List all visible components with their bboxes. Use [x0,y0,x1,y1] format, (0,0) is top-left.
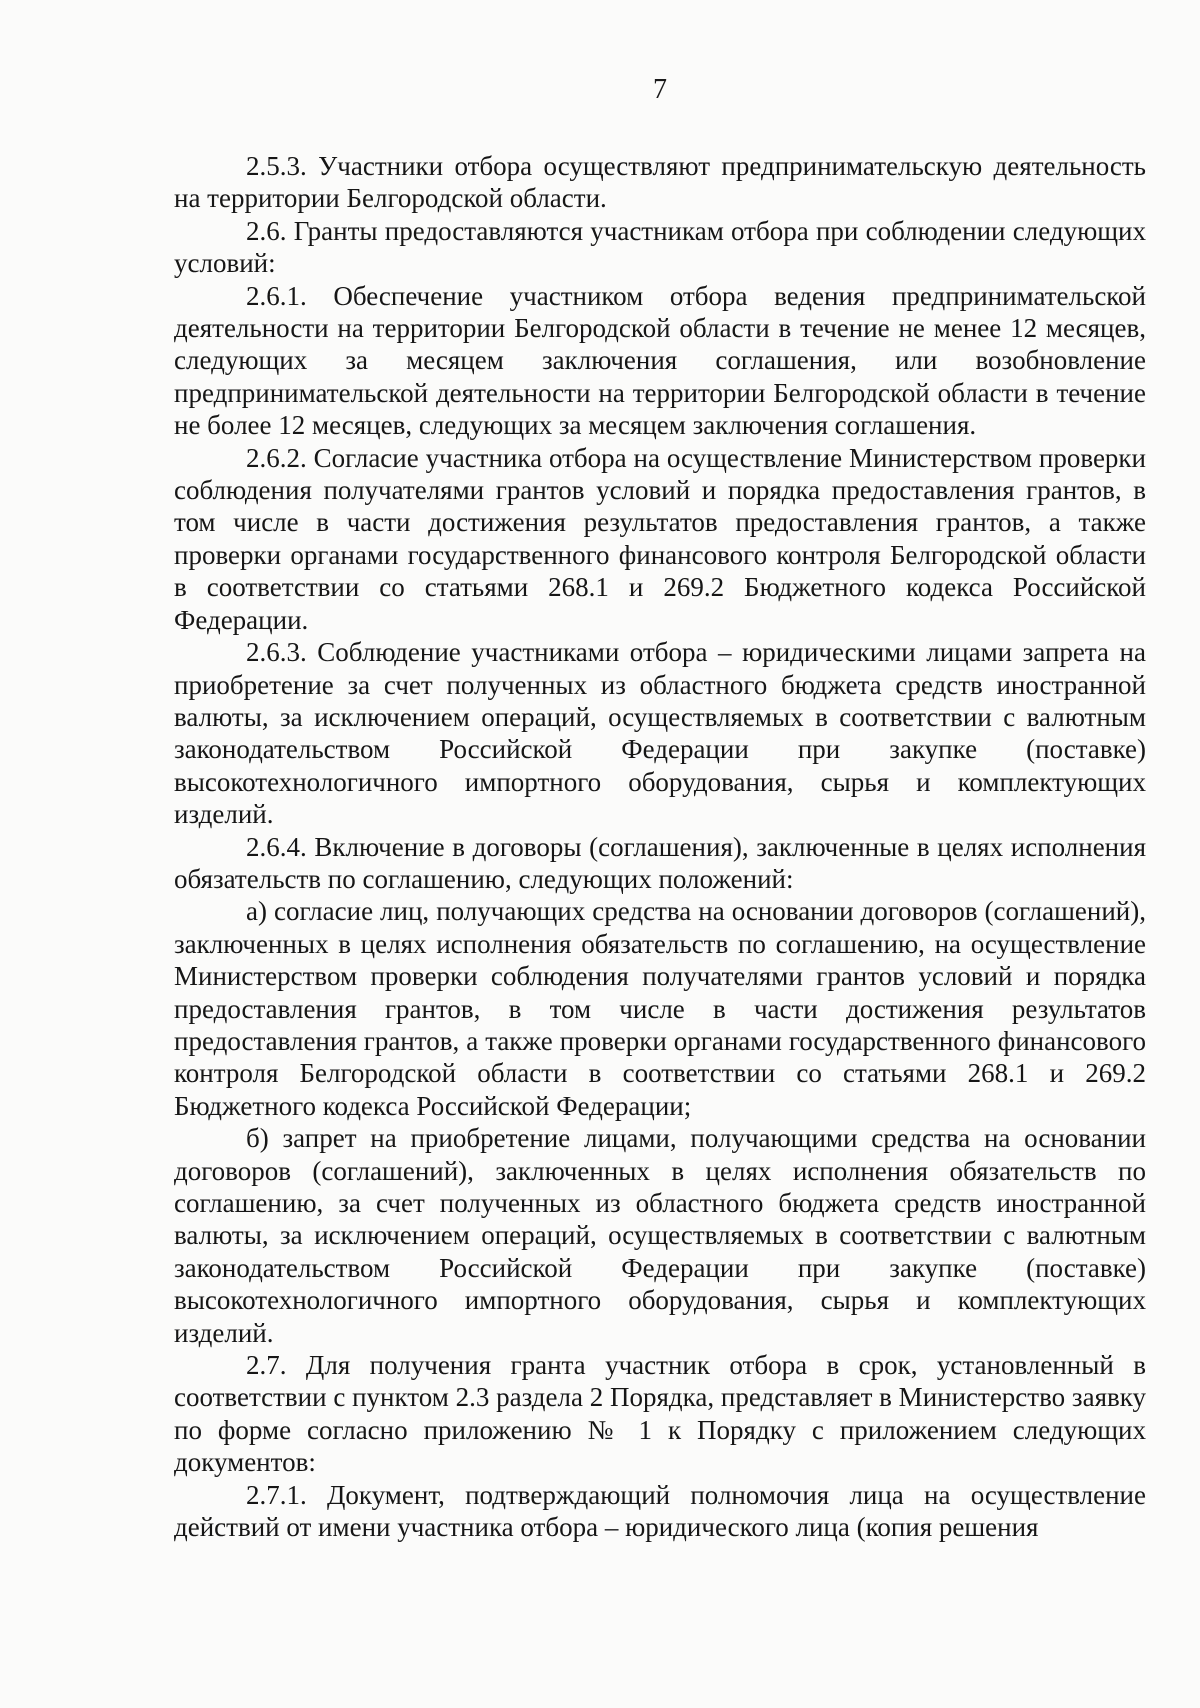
page-number: 7 [653,74,667,105]
paragraph-2-6: 2.6. Гранты предоставляются участникам отбора при соблюдении следующих условий: [174,215,1146,279]
document-body [174,150,1146,1543]
paragraph-2-7-1: 2.7.1. Документ, подтверждающий полномочия лица на осуществление действий от имени участника отбора – юридического лица (копия решения [174,1479,1146,1543]
paragraph-2-6-2: 2.6.2. Согласие участника отбора на осуществление Министерством проверки соблюдения получателями грантов условий и порядка предоставления грантов, в том числе в части достижения результатов предоставления грантов, а также проверки органами государственного финансового контроля Белгородской области в соответствии со статьями 268.1 и 269.2 Бюджетного кодекса Российской Федерации. [174,442,1146,635]
paragraph-2-5-3: 2.5.3. Участники отбора осуществляют предпринимательскую деятельность на территории Белгородской области. [174,151,1146,214]
paragraph-2-6-4-a: а) согласие лиц, получающих средства на основании договоров (соглашений), заключенных в целях исполнения обязательств по соглашению, на осуществление Министерством проверки соблюдения получателями грантов условий и порядка предоставления грантов, в том числе в части достижения результатов предоставления грантов, а также проверки органами государственного финансового контроля Белгородской области в соответствии со статьями 268.1 и 269.2 Бюджетного кодекса Российской Федерации; [174,896,1146,1121]
paragraph-2-6-1: 2.6.1. Обеспечение участником отбора ведения предпринимательской деятельности на территории Белгородской области в течение не менее 12 месяцев, следующих за месяцем заключения соглашения, или возобновление предпринимательской деятельности на территории Белгородской области в течение не более 12 месяцев, следующих за месяцем заключения соглашения. [174,280,1146,441]
paragraph-2-6-4-b: б) запрет на приобретение лицами, получающими средства на основании договоров (соглашений), заключенных в целях исполнения обязательств по соглашению, за счет полученных из областного бюджета средств иностранной валюты, за исключением операций, осуществляемых в соответствии с валютным законодательством Российской Федерации при закупке (поставке) высокотехнологичного импортного оборудования, сырья и комплектующих изделий. [174,1123,1146,1348]
paragraph-2-6-4: 2.6.4. Включение в договоры (соглашения), заключенные в целях исполнения обязательств по соглашению, следующих положений: [174,831,1146,894]
paragraph-2-7: 2.7. Для получения гранта участник отбора в срок, установленный в соответствии с пунктом 2.3 раздела 2 Порядка, представляет в Министерство заявку по форме согласно приложению № 1 к Порядку с приложением следующих документов: [174,1350,1146,1478]
paragraph-2-6-3: 2.6.3. Соблюдение участниками отбора – юридическими лицами запрета на приобретение за счет полученных из областного бюджета средств иностранной валюты, за исключением операций, осуществляемых в соответствии с валютным законодательством Российской Федерации при закупке (поставке) высокотехнологичного импортного оборудования, сырья и комплектующих изделий. [174,637,1146,830]
